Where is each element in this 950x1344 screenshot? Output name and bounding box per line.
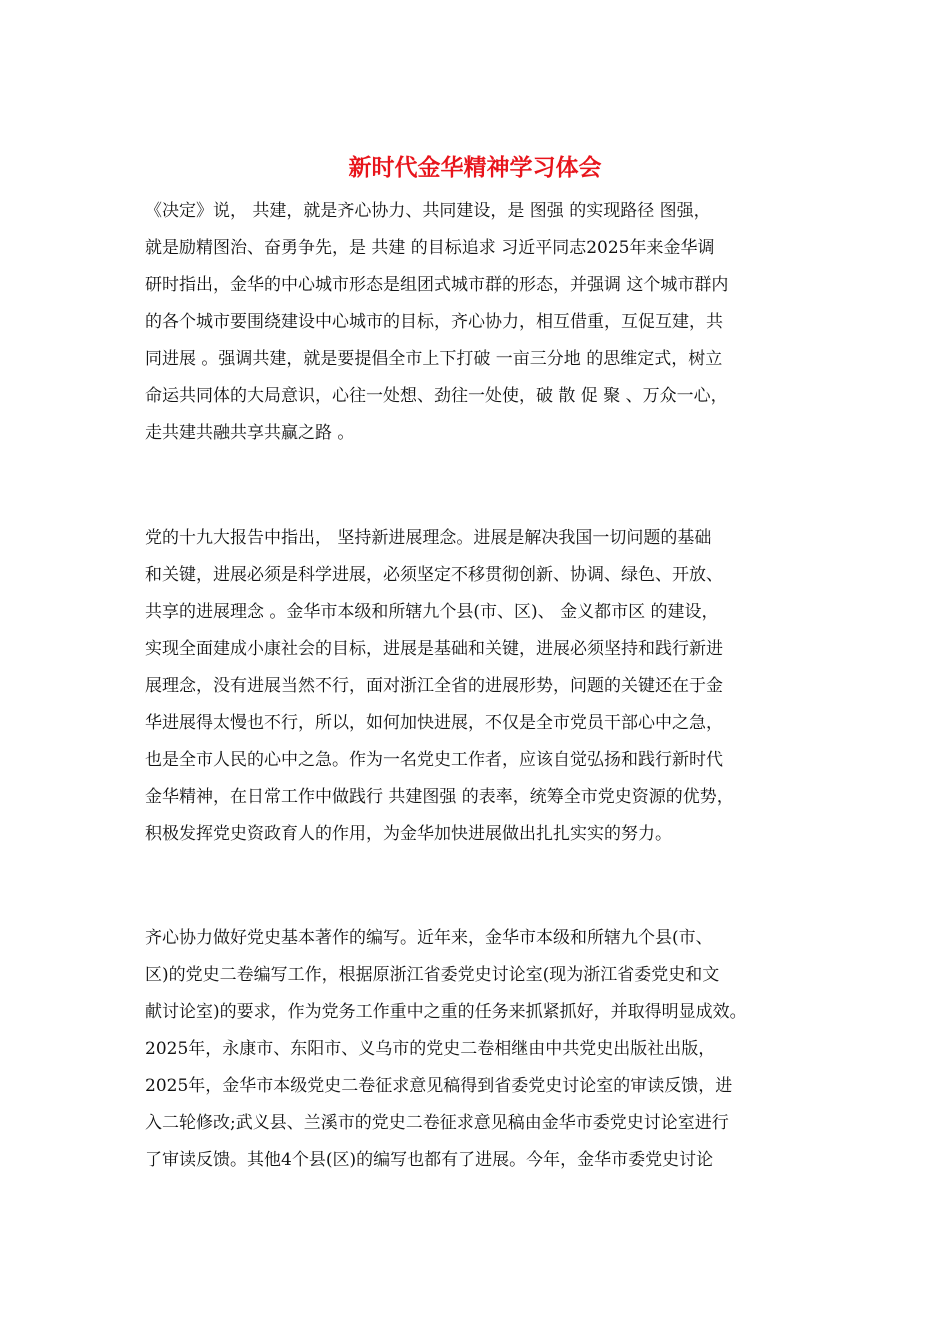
text-line: 就是励精图治、奋勇争先，是 共建 的目标追求 习近平同志2025年来金华调 [145,238,715,258]
text-line: 命运共同体的大局意识，心往一处想、劲往一处使，破 散 促 聚 、万众一心， [145,386,728,406]
text-line: 实现全面建成小康社会的目标，进展是基础和关键，进展必须坚持和践行新进 [145,639,723,659]
text-line: 《决定》说， 共建，就是齐心协力、共同建设，是 图强 的实现路径 图强， [145,201,711,221]
text-line: 献讨论室)的要求，作为党务工作重中之重的任务来抓紧抓好，并取得明显成效。 [145,1002,747,1022]
text-line: 齐心协力做好党史基本著作的编写。近年来，金华市本级和所辖九个县(市、 [145,928,713,948]
text-line: 共享的进展理念 。金华市本级和所辖九个县(市、区)、 金义都市区 的建设， [145,602,719,622]
text-line: 和关键，进展必须是科学进展，必须坚定不移贯彻创新、协调、绿色、开放、 [145,565,723,585]
text-line: 的各个城市要围绕建设中心城市的目标，齐心协力，相互借重，互促互建，共 [145,312,723,332]
text-line: 走共建共融共享共赢之路 。 [145,423,355,443]
text-line: 华进展得太慢也不行，所以，如何加快进展，不仅是全市党员干部心中之急， [145,713,723,733]
paragraph-2 [145,520,835,853]
text-line: 2025年，金华市本级党史二卷征求意见稿得到省委党史讨论室的审读反馈，进 [145,1076,733,1096]
text-line: 也是全市人民的心中之急。作为一名党史工作者，应该自觉弘扬和践行新时代 [145,750,723,770]
text-line: 积极发挥党史资政育人的作用，为金华加快进展做出扎扎实实的努力。 [145,824,672,844]
text-line: 党的十九大报告中指出， 坚持新进展理念。进展是解决我国一切问题的基础 [145,528,712,548]
paragraph-3 [145,920,835,1179]
text-line: 研时指出，金华的中心城市形态是组团式城市群的形态，并强调 这个城市群内 [145,275,729,295]
text-line: 金华精神，在日常工作中做践行 共建图强 的表率，统筹全市党史资源的优势， [145,787,734,807]
text-line: 2025年，永康市、东阳市、义乌市的党史二卷相继由中共党史出版社出版， [145,1039,716,1059]
text-line: 展理念，没有进展当然不行，面对浙江全省的进展形势，问题的关键还在于金 [145,676,723,696]
document-title: 新时代金华精神学习体会 [348,154,602,181]
text-line: 入二轮修改;武义县、兰溪市的党史二卷征求意见稿由金华市委党史讨论室进行 [145,1113,729,1133]
paragraph-1 [145,193,835,452]
text-line: 了审读反馈。其他4个县(区)的编写也都有了进展。今年，金华市委党史讨论 [145,1150,714,1170]
text-line: 同进展 。强调共建，就是要提倡全市上下打破 一亩三分地 的思维定式，树立 [145,349,723,369]
text-line: 区)的党史二卷编写工作，根据原浙江省委党史讨论室(现为浙江省委党史和文 [145,965,720,985]
